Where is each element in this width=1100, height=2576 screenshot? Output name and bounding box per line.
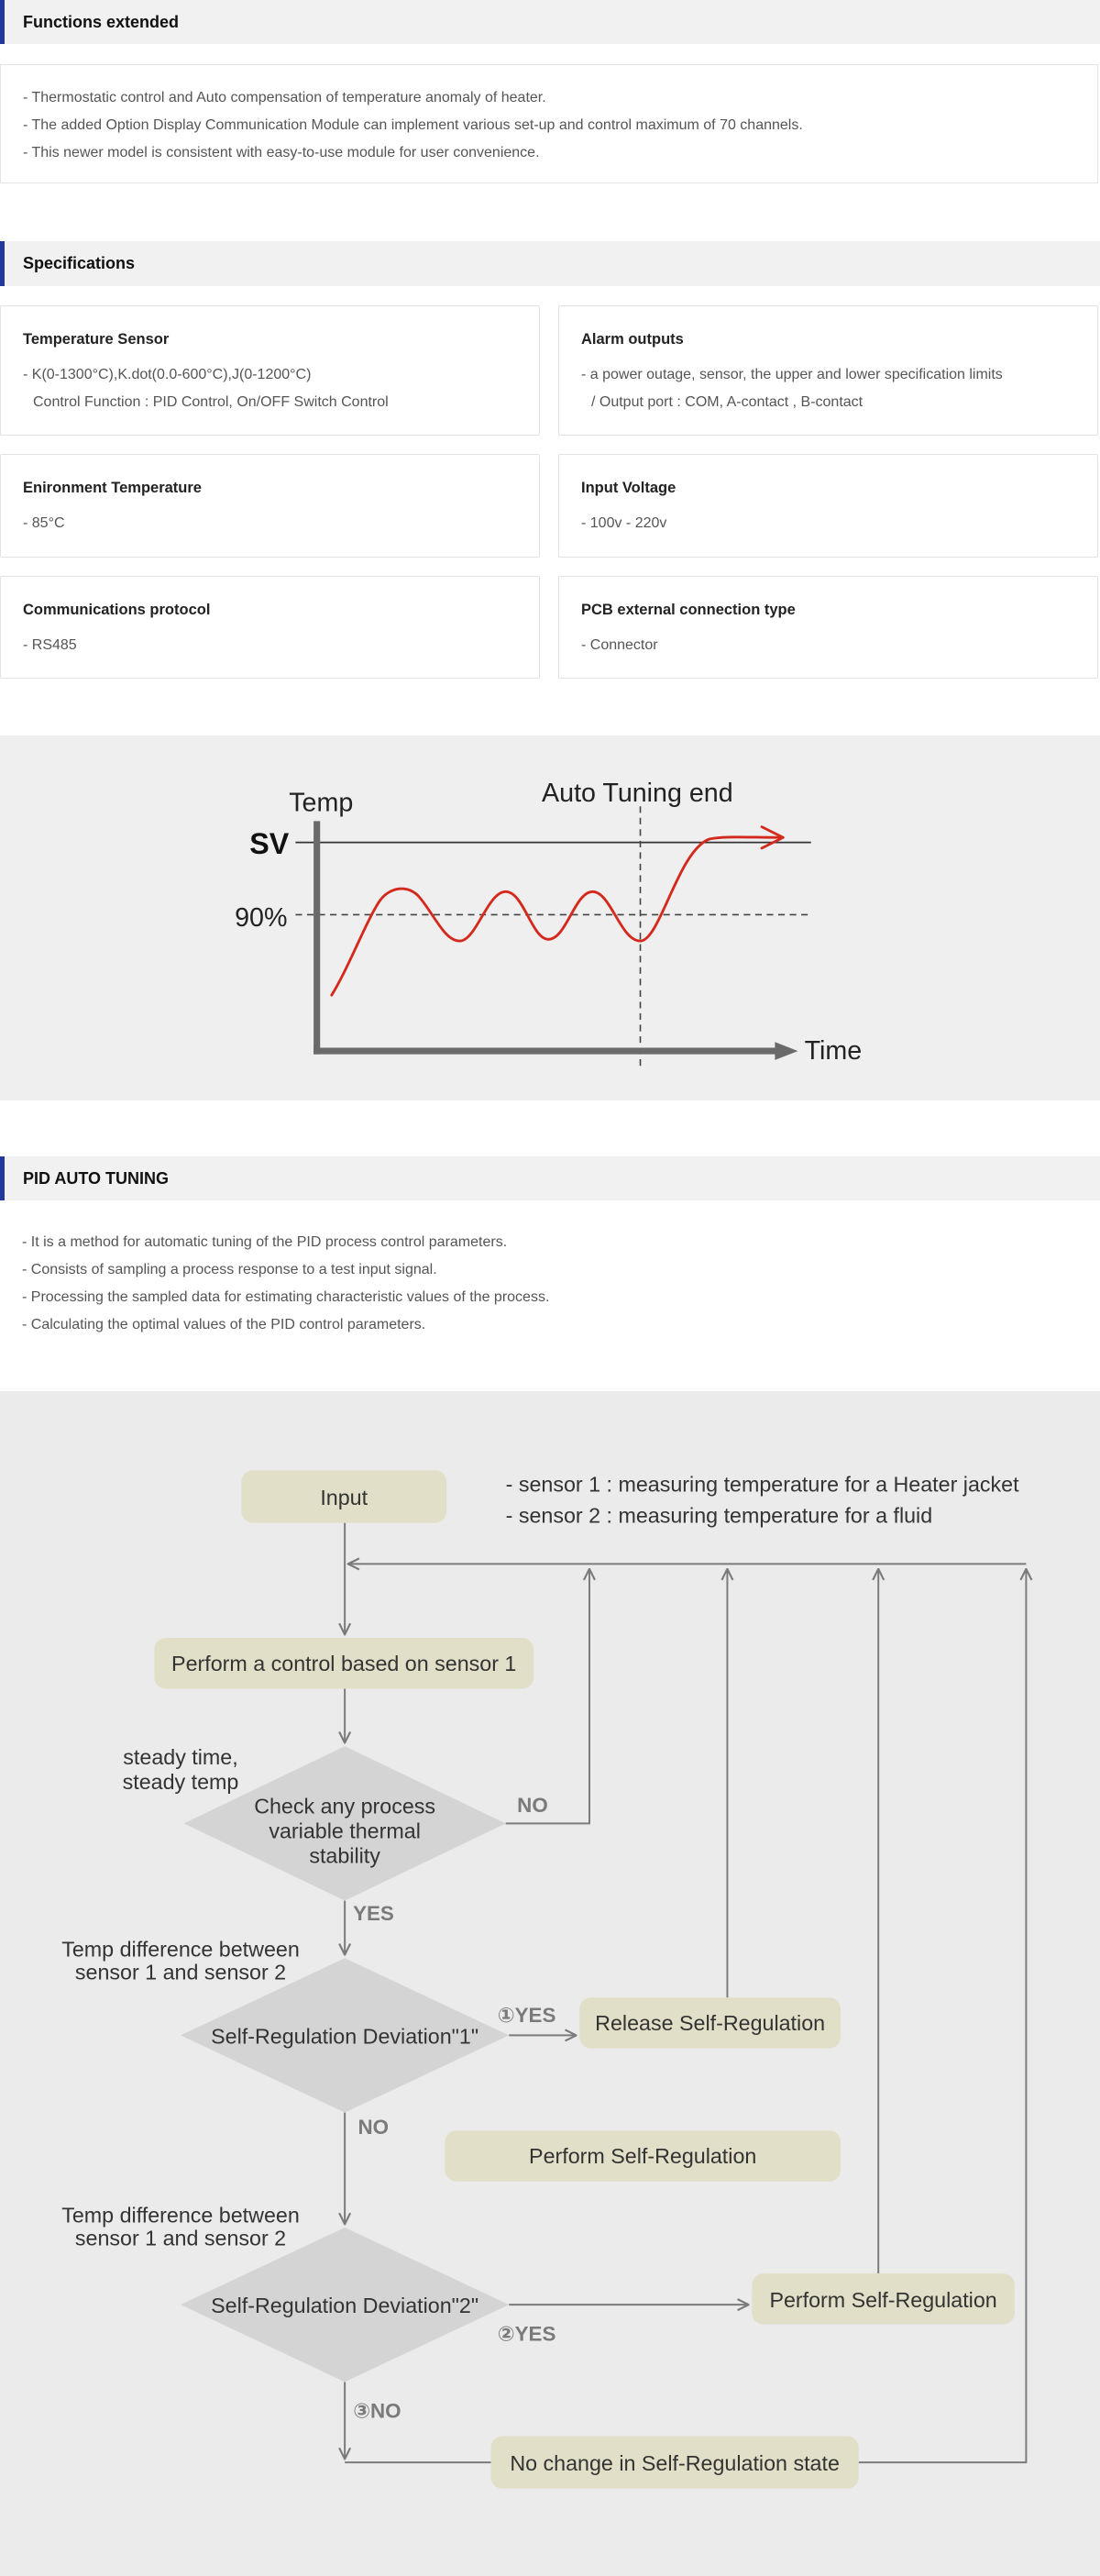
stability-decision-label: stability xyxy=(309,1843,380,1868)
connector-stability-no-loop xyxy=(506,1569,589,1824)
threshold-label: 90% xyxy=(235,902,288,933)
spec-card-value: Control Function : PID Control, On/OFF Switch Control xyxy=(33,394,389,410)
functions-extended-box xyxy=(0,64,1098,183)
no-change-step-label: No change in Self-Regulation state xyxy=(510,2451,840,2476)
connector-no-change-loop xyxy=(859,1569,1027,2462)
deviation-condition-text: sensor 1 and sensor 2 xyxy=(74,2226,287,2250)
stability-decision-label: Check any process xyxy=(254,1794,436,1819)
deviation-condition-text: sensor 1 and sensor 2 xyxy=(74,1960,287,1985)
spec-card-title: Temperature Sensor xyxy=(23,331,170,348)
deviation1-decision-label: Self-Regulation Deviation"1" xyxy=(211,2024,479,2049)
stability-no-label: NO xyxy=(517,1793,548,1817)
deviation2-yes-label: ②YES xyxy=(497,2322,556,2346)
deviation1-no-label: NO xyxy=(358,2115,390,2139)
spec-card-environment-temperature xyxy=(0,454,540,558)
spec-card-alarm-outputs xyxy=(558,305,1098,436)
specifications-grid xyxy=(0,305,1098,679)
spec-card-temperature-sensor xyxy=(0,305,540,436)
specifications-title: Specifications xyxy=(23,254,136,272)
pid-auto-tuning-list xyxy=(22,1229,549,1339)
temperature-response-curve xyxy=(332,837,780,995)
pid-auto-tuning-title: PID AUTO TUNING xyxy=(23,1168,170,1188)
stability-decision-label: variable thermal xyxy=(269,1819,421,1843)
release-step-label: Release Self-Regulation xyxy=(595,2011,826,2036)
spec-card-communications-protocol xyxy=(0,576,540,679)
perform-step-note-label: Perform Self-Regulation xyxy=(529,2144,757,2169)
specifications-header xyxy=(0,241,1100,286)
stability-yes-label: YES xyxy=(353,1902,394,1926)
control-step-label: Perform a control based on sensor 1 xyxy=(171,1651,517,1675)
deviation1-yes-label: ①YES xyxy=(497,2004,556,2028)
pid-item: - It is a method for automatic tuning of the PID process control parameters. xyxy=(22,1234,508,1250)
spec-card-title: Input Voltage xyxy=(581,480,676,496)
self-regulation-flowchart-section xyxy=(0,1391,1100,2576)
tuning-end-annotation: Auto Tuning end xyxy=(542,778,733,808)
auto-tuning-graph xyxy=(0,735,1100,1100)
self-regulation-flowchart xyxy=(0,1391,1100,2576)
input-step-label: Input xyxy=(320,1485,368,1509)
functions-extended-header xyxy=(0,0,1100,44)
perform-step-label: Perform Self-Regulation xyxy=(769,2287,997,2312)
spec-card-title: Enironment Temperature xyxy=(23,480,202,496)
deviation2-decision-label: Self-Regulation Deviation"2" xyxy=(211,2294,479,2318)
sensor-note: - sensor 1 : measuring temperature for a Heater jacket xyxy=(505,1472,1019,1497)
functions-extended-title: Functions extended xyxy=(23,12,180,31)
spec-card-title: Communications protocol xyxy=(23,602,211,618)
y-axis-label: Temp xyxy=(289,788,354,818)
deviation-condition-text: Temp difference between xyxy=(61,2203,300,2228)
spec-card-value: / Output port : COM, A-contact , B-contact xyxy=(591,394,864,410)
spec-card-value: - 85°C xyxy=(23,515,65,531)
pid-item: - Calculating the optimal values of the PID control parameters. xyxy=(22,1317,426,1332)
spec-card-value: - Connector xyxy=(581,637,658,653)
stability-condition-text: steady time, xyxy=(123,1744,238,1769)
spec-card-value: - a power outage, sensor, the upper and lower specification limits xyxy=(581,367,1003,382)
pid-auto-tuning-header xyxy=(0,1156,1100,1200)
sensor-note: - sensor 2 : measuring temperature for a fluid xyxy=(505,1503,933,1528)
feature-item: - Thermostatic control and Auto compensation of temperature anomaly of heater. xyxy=(23,90,546,105)
spec-card-title: PCB external connection type xyxy=(581,602,796,618)
auto-tuning-graph-section xyxy=(0,735,1100,1100)
spec-card-value: - RS485 xyxy=(23,637,77,653)
spec-card-value: - 100v - 220v xyxy=(581,515,667,531)
x-axis-arrowhead-icon xyxy=(775,1042,798,1060)
feature-item: - The added Option Display Communication Module can implement various set-up and control maximum of 70 channels. xyxy=(23,117,803,133)
feature-item: - This newer model is consistent with easy-to-use module for user convenience. xyxy=(23,145,540,160)
spec-card-value: - K(0-1300°C),K.dot(0.0-600°C),J(0-1200°C) xyxy=(23,367,312,382)
spec-card-input-voltage xyxy=(558,454,1098,558)
stability-condition-text: steady temp xyxy=(122,1769,239,1794)
x-axis-label: Time xyxy=(804,1036,863,1067)
spec-card-pcb-connection-type xyxy=(558,576,1098,679)
pid-item: - Consists of sampling a process response to a test input signal. xyxy=(22,1262,437,1277)
setpoint-label: SV xyxy=(249,827,290,861)
deviation-condition-text: Temp difference between xyxy=(61,1937,300,1962)
deviation2-no-label: ③NO xyxy=(353,2399,402,2423)
spec-card-title: Alarm outputs xyxy=(581,331,684,348)
pid-item: - Processing the sampled data for estimating characteristic values of the process. xyxy=(22,1289,550,1305)
